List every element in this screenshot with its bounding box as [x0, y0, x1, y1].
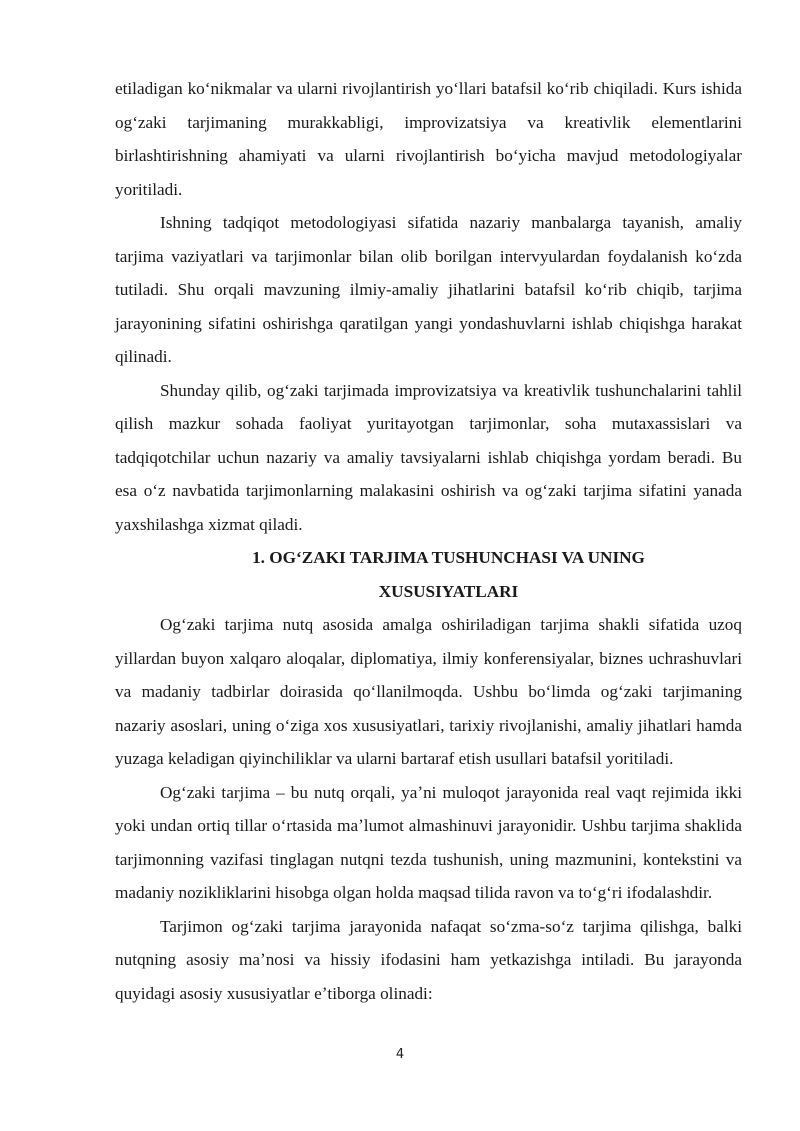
paragraph-features-intro: Tarjimon ogʻzaki tarjima jarayonida nafaqat soʻzma-soʻz tarjima qilishga, balki nutqning asosiy maʼnosi va hissiy ifodasini ham yetkazishga intiladi. Bu jarayonda quyidagi asosiy xususiyatlar eʼtiborga olinadi:: [115, 916, 742, 1003]
paragraph-definition: Ogʻzaki tarjima – bu nutq orqali, yaʼni muloqot jarayonida real vaqt rejimida ikki yoki undan ortiq tillar oʻrtasida maʼlumot almashinuvi jarayonidir. Ushbu tarjima shaklida tarjimonning vazifasi tinglagan nutqni tezda tushunish, uning mazmunini, kontekstini va madaniy nozikliklarini hisobga olgan holda maqsad tilida ravon va toʻgʻri ifodalashdir.: [115, 782, 742, 902]
paragraph-section-intro: Ogʻzaki tarjima nutq asosida amalga oshiriladigan tarjima shakli sifatida uzoq yillardan buyon xalqaro aloqalar, diplomatiya, ilmiy konferensiyalar, biznes uchrashuvlari va madaniy tadbirlar doirasida qoʻllanilmoqda. Ushbu boʻlimda ogʻzaki tarjimaning nazariy asoslari, uning oʻziga xos xususiyatlari, tarixiy rivojlanishi, amaliy jihatlari hamda yuzaga keladigan qiyinchiliklar va ularni bartaraf etish usullari batafsil yoritiladi.: [115, 615, 742, 768]
section-heading-line1: 1. OGʻZAKI TARJIMA TUSHUNCHASI VA UNING: [252, 548, 645, 567]
document-page: [115, 72, 742, 1010]
paragraph-methodology: Ishning tadqiqot metodologiyasi sifatida nazariy manbalarga tayanish, amaliy tarjima vaziyatlari va tarjimonlar bilan olib borilgan intervyulardan foydalanish koʻzda tutiladi. Shu orqali mavzuning ilmiy-amaliy jihatlarini batafsil koʻrib chiqib, tarjima jarayonining sifatini oshirishga qaratilgan yangi yondashuvlarni ishlab chiqishga harakat qilinadi.: [115, 213, 742, 366]
page-number: 4: [395, 1047, 405, 1062]
section-heading: [115, 541, 742, 608]
paragraph-conclusion: Shunday qilib, ogʻzaki tarjimada improvizatsiya va kreativlik tushunchalarini tahlil qilish mazkur sohada faoliyat yuritayotgan tarjimonlar, soha mutaxassislari va tadqiqotchilar uchun nazariy va amaliy tavsiyalarni ishlab chiqishga yordam beradi. Bu esa oʻz navbatida tarjimonlarning malakasini oshirish va ogʻzaki tarjima sifatini yanada yaxshilashga xizmat qiladi.: [115, 380, 742, 534]
paragraph-continuation: etiladigan koʻnikmalar va ularni rivojlantirish yoʻllari batafsil koʻrib chiqiladi. Kurs ishida ogʻzaki tarjimaning murakkabligi, improvizatsiya va kreativlik elementlarini birlashtirishning ahamiyati va ularni rivojlantirish boʻyicha mavjud metodologiyalar yoritiladi.: [115, 79, 742, 199]
section-heading-line2: XUSUSIYATLARI: [378, 581, 519, 601]
